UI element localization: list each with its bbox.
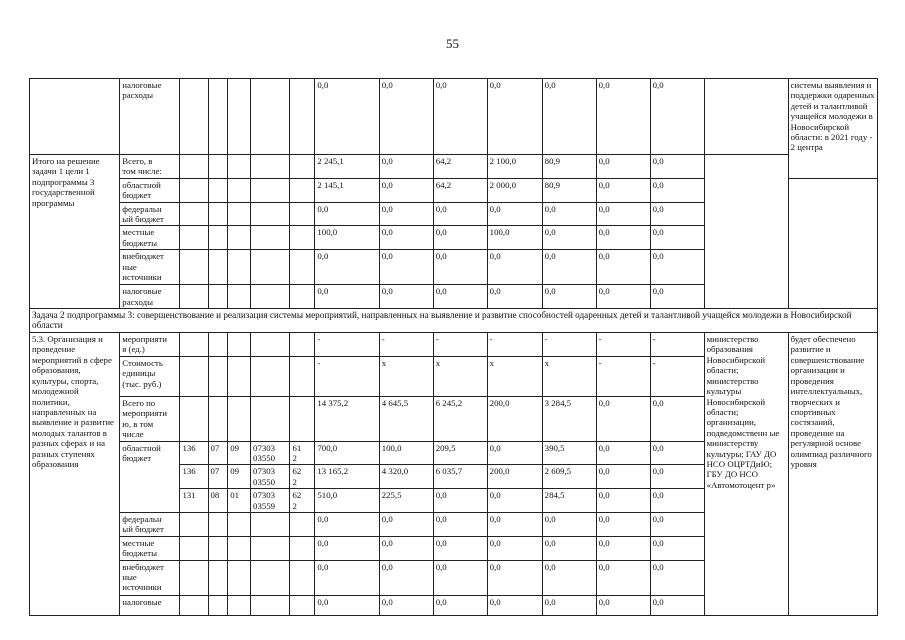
table-cell: 0,0	[596, 285, 650, 309]
table-row	[30, 155, 878, 179]
table-cell: местные бюджеты	[120, 226, 180, 250]
table-cell: 0,0	[487, 489, 542, 513]
table-cell: 0,0	[487, 250, 542, 285]
table-cell: 390,5	[542, 441, 596, 465]
table-cell: 0,0	[650, 79, 704, 155]
table-cell	[251, 250, 290, 285]
table-cell: 0,0	[315, 512, 379, 536]
table-cell: 0,0	[379, 178, 433, 202]
table-cell: x	[487, 356, 542, 396]
table-cell: 284,5	[542, 489, 596, 513]
table-cell	[251, 178, 290, 202]
table-cell: 0,0	[650, 560, 704, 595]
table-cell: 2 100,0	[487, 155, 542, 179]
page-number: 55	[446, 36, 459, 51]
table-cell: 0,0	[433, 250, 487, 285]
table-cell: -	[542, 333, 596, 357]
table-cell	[180, 560, 208, 595]
table-cell: 0,0	[379, 285, 433, 309]
table-cell: 0,0	[596, 560, 650, 595]
table-cell: x	[433, 356, 487, 396]
table-cell: 0,0	[433, 512, 487, 536]
table-cell: 136	[180, 465, 208, 489]
table-cell: 0,0	[650, 536, 704, 560]
table-cell: -	[315, 333, 379, 357]
table-cell: 209,5	[433, 441, 487, 465]
table-cell: 0,0	[650, 441, 704, 465]
table-cell	[251, 560, 290, 595]
table-cell: 0,0	[487, 79, 542, 155]
table-cell	[208, 202, 228, 226]
table-cell: 07	[208, 441, 228, 465]
table-cell: 0,0	[379, 512, 433, 536]
table-cell	[704, 155, 788, 309]
table-cell: -	[650, 333, 704, 357]
table-cell: 2 145,1	[315, 178, 379, 202]
table-cell: -	[379, 333, 433, 357]
table-cell: Итого на решение задачи 1 цели 1 подпрограммы 3 государственной программы	[30, 155, 120, 309]
table-cell	[228, 250, 251, 285]
table-cell: 2 245,1	[315, 155, 379, 179]
table-cell	[180, 250, 208, 285]
table-cell	[251, 356, 290, 396]
table-cell	[290, 250, 315, 285]
table-row	[30, 333, 878, 357]
table-cell: 0,0	[315, 536, 379, 560]
table-cell: 0,0	[596, 465, 650, 489]
table-cell: 0,0	[433, 79, 487, 155]
table-cell: 0,0	[487, 202, 542, 226]
table-cell: Стоимость единицы (тыс. руб.)	[120, 356, 180, 396]
table-cell: -	[433, 333, 487, 357]
table-cell: 0,0	[433, 595, 487, 615]
table-cell	[290, 79, 315, 155]
table-cell: 2 609,5	[542, 465, 596, 489]
budget-table	[29, 78, 878, 616]
table-cell	[251, 226, 290, 250]
table-cell: областной бюджет	[120, 441, 180, 512]
table-cell: 0,0	[650, 250, 704, 285]
table-cell: Всего по мероприяти ю, в том числе	[120, 396, 180, 441]
table-cell	[208, 356, 228, 396]
table-cell: 0,0	[542, 79, 596, 155]
table-cell: 0,0	[542, 285, 596, 309]
table-cell	[290, 285, 315, 309]
table-cell: 0,0	[542, 226, 596, 250]
table-cell: 225,5	[379, 489, 433, 513]
table-cell: 0,0	[542, 202, 596, 226]
table-cell: 0,0	[433, 202, 487, 226]
table-cell	[228, 79, 251, 155]
table-cell	[180, 285, 208, 309]
table-cell: 0,0	[379, 155, 433, 179]
table-cell: 0,0	[596, 489, 650, 513]
table-cell	[180, 595, 208, 615]
table-cell: 0,0	[650, 512, 704, 536]
table-cell	[290, 226, 315, 250]
table-cell: 0,0	[379, 250, 433, 285]
table-cell: 80,9	[542, 178, 596, 202]
table-cell: 0,0	[433, 536, 487, 560]
table-cell: 0,0	[596, 79, 650, 155]
table-cell: будет обеспечено развитие и совершенствование организации и проведения интеллектуальных, творческих и спортивных состязаний, проведение на регулярной основе олимпиад различного уровня	[788, 333, 877, 616]
table-cell: 0,0	[487, 595, 542, 615]
table-cell: 0,0	[650, 465, 704, 489]
table-cell: 62 2	[290, 465, 315, 489]
table-cell: 700,0	[315, 441, 379, 465]
table-cell	[228, 356, 251, 396]
table-cell	[208, 560, 228, 595]
table-cell: 0,0	[650, 489, 704, 513]
table-cell	[290, 595, 315, 615]
table-cell: 62 2	[290, 489, 315, 513]
table-cell	[208, 595, 228, 615]
table-cell	[228, 595, 251, 615]
table-cell: 07	[208, 465, 228, 489]
table-cell: мероприяти я (ед.)	[120, 333, 180, 357]
table-cell: 200,0	[487, 465, 542, 489]
table-cell: внебюджет ные источники	[120, 250, 180, 285]
table-cell: налоговые расходы	[120, 285, 180, 309]
table-cell	[290, 560, 315, 595]
table-cell: 07303 03550	[251, 441, 290, 465]
table-cell: 0,0	[315, 202, 379, 226]
table-cell: 0,0	[596, 226, 650, 250]
table-cell: 0,0	[433, 226, 487, 250]
table-cell: 0,0	[596, 178, 650, 202]
table-cell: 100,0	[379, 441, 433, 465]
table-cell: 0,0	[596, 441, 650, 465]
table-cell: 0,0	[379, 79, 433, 155]
table-cell	[30, 79, 120, 155]
table-cell: 0,0	[596, 396, 650, 441]
table-cell: 07303 03550	[251, 465, 290, 489]
table-cell: 0,0	[596, 202, 650, 226]
table-cell	[290, 333, 315, 357]
table-cell	[228, 333, 251, 357]
table-cell: 0,0	[596, 595, 650, 615]
table-cell: 0,0	[596, 536, 650, 560]
table-cell	[208, 285, 228, 309]
table-cell	[228, 560, 251, 595]
table-cell: 14 375,2	[315, 396, 379, 441]
table-cell: 0,0	[650, 178, 704, 202]
table-cell	[228, 285, 251, 309]
table-cell: 0,0	[487, 512, 542, 536]
table-cell	[228, 226, 251, 250]
table-cell: 4 320,0	[379, 465, 433, 489]
table-cell	[228, 155, 251, 179]
table-cell: 0,0	[487, 536, 542, 560]
table-cell: 0,0	[542, 512, 596, 536]
table-cell	[251, 285, 290, 309]
table-cell: 0,0	[650, 155, 704, 179]
table-cell: 0,0	[379, 202, 433, 226]
table-cell: 0,0	[487, 285, 542, 309]
table-cell	[251, 202, 290, 226]
table-cell: 0,0	[379, 595, 433, 615]
table-cell: 510,0	[315, 489, 379, 513]
table-cell: 0,0	[542, 560, 596, 595]
table-cell: министерство образования Новосибирской области; министерство культуры Новосибирской области; организации, подведомственн ые министерству культуры; ГАУ ДО НСО ОЦРТДиЮ; ГБУ ДО НСО «Автомотоцент р»	[704, 333, 788, 616]
table-cell: 136	[180, 441, 208, 465]
table-cell: 0,0	[379, 536, 433, 560]
table-cell: системы выявления и поддержки одаренных детей и талантливой учащейся молодежи в Новосибирской области: в 2021 году - 2 центра	[788, 79, 877, 179]
table-cell	[208, 536, 228, 560]
table-cell	[290, 155, 315, 179]
table-cell	[228, 512, 251, 536]
table-cell: 0,0	[315, 560, 379, 595]
table-cell	[228, 178, 251, 202]
table-cell: 5.3. Организация и проведение мероприятий в сфере образования, культуры, спорта, молодежной политики, направленных на выявление и развитие молодых талантов в разных сферах и на разных ступенях образования	[30, 333, 120, 616]
table-cell	[180, 226, 208, 250]
table-cell: внебюджет ные источники	[120, 560, 180, 595]
table-cell	[251, 512, 290, 536]
table-cell	[180, 536, 208, 560]
table-cell	[251, 333, 290, 357]
table-cell	[228, 396, 251, 441]
table-cell	[228, 536, 251, 560]
table-cell: 200,0	[487, 396, 542, 441]
table-cell: -	[650, 356, 704, 396]
table-cell	[208, 396, 228, 441]
table-cell: 0,0	[379, 226, 433, 250]
table-cell: 0,0	[315, 79, 379, 155]
table-cell	[180, 79, 208, 155]
table-cell: 6 245,2	[433, 396, 487, 441]
table-cell	[228, 202, 251, 226]
table-cell	[704, 79, 788, 155]
table-cell: 0,0	[433, 489, 487, 513]
table-cell	[180, 178, 208, 202]
table-cell: 100,0	[487, 226, 542, 250]
table-cell: 0,0	[433, 285, 487, 309]
table-cell: налоговые расходы	[120, 79, 180, 155]
table-cell	[251, 595, 290, 615]
table-cell	[251, 396, 290, 441]
table-cell	[208, 250, 228, 285]
table-cell	[180, 333, 208, 357]
table-cell	[290, 396, 315, 441]
table-cell: 2 000,0	[487, 178, 542, 202]
table-cell: 131	[180, 489, 208, 513]
table-cell	[180, 396, 208, 441]
table-cell: -	[596, 333, 650, 357]
table-cell: 0,0	[542, 250, 596, 285]
table-cell: 6 035,7	[433, 465, 487, 489]
table-cell: -	[315, 356, 379, 396]
table-cell: 0,0	[315, 250, 379, 285]
table-cell: 01	[228, 489, 251, 513]
table-cell: 0,0	[379, 560, 433, 595]
table-cell: 0,0	[650, 226, 704, 250]
table-cell	[180, 356, 208, 396]
table-cell	[208, 333, 228, 357]
table-cell	[180, 202, 208, 226]
table-cell	[180, 155, 208, 179]
table-cell	[290, 512, 315, 536]
table-cell: налоговые	[120, 595, 180, 615]
table-cell	[251, 79, 290, 155]
table-cell: 0,0	[650, 595, 704, 615]
table-cell: 80,9	[542, 155, 596, 179]
table-cell: 4 645,5	[379, 396, 433, 441]
table-cell	[290, 178, 315, 202]
table-cell: 0,0	[596, 250, 650, 285]
table-cell: -	[487, 333, 542, 357]
table-cell	[208, 79, 228, 155]
table-cell: 0,0	[596, 512, 650, 536]
table-cell: 0,0	[487, 441, 542, 465]
table-cell: 100,0	[315, 226, 379, 250]
table-cell: областной бюджет	[120, 178, 180, 202]
table-cell: x	[542, 356, 596, 396]
table-row	[30, 309, 878, 333]
table-cell	[208, 178, 228, 202]
table-cell	[251, 155, 290, 179]
table-cell: 3 284,5	[542, 396, 596, 441]
table-cell: 0,0	[315, 595, 379, 615]
table-cell: Всего, в том числе:	[120, 155, 180, 179]
table-cell: 0,0	[650, 202, 704, 226]
table-cell: 61 2	[290, 441, 315, 465]
table-cell: 13 165,2	[315, 465, 379, 489]
table-cell	[290, 356, 315, 396]
table-cell: 0,0	[596, 155, 650, 179]
table-cell: 0,0	[487, 560, 542, 595]
table-cell: 64,2	[433, 155, 487, 179]
table-cell: 07303 03559	[251, 489, 290, 513]
table-cell	[290, 536, 315, 560]
table-cell: 08	[208, 489, 228, 513]
table-cell: федеральн ый бюджет	[120, 202, 180, 226]
table-cell: 09	[228, 441, 251, 465]
table-cell: местные бюджеты	[120, 536, 180, 560]
table-cell: 64,2	[433, 178, 487, 202]
table-cell	[208, 155, 228, 179]
table-cell: 0,0	[542, 595, 596, 615]
table-cell: 0,0	[650, 285, 704, 309]
table-cell: 09	[228, 465, 251, 489]
table-cell	[290, 202, 315, 226]
table-cell	[251, 536, 290, 560]
table-cell: 0,0	[315, 285, 379, 309]
table-cell: 0,0	[542, 536, 596, 560]
table-cell	[788, 178, 877, 308]
table-row	[30, 79, 878, 155]
table-cell	[208, 226, 228, 250]
table-cell: x	[379, 356, 433, 396]
table-cell: федеральн ый бюджет	[120, 512, 180, 536]
table-cell	[180, 512, 208, 536]
table-cell: Задача 2 подпрограммы 3: совершенствование и реализация системы мероприятий, направленных на выявление и развитие способностей одаренных детей и талантливой учащейся молодежи в Новосибирской области	[30, 309, 878, 333]
table-cell: -	[596, 356, 650, 396]
table-cell: 0,0	[650, 396, 704, 441]
table-cell: 0,0	[433, 560, 487, 595]
table-cell	[208, 512, 228, 536]
